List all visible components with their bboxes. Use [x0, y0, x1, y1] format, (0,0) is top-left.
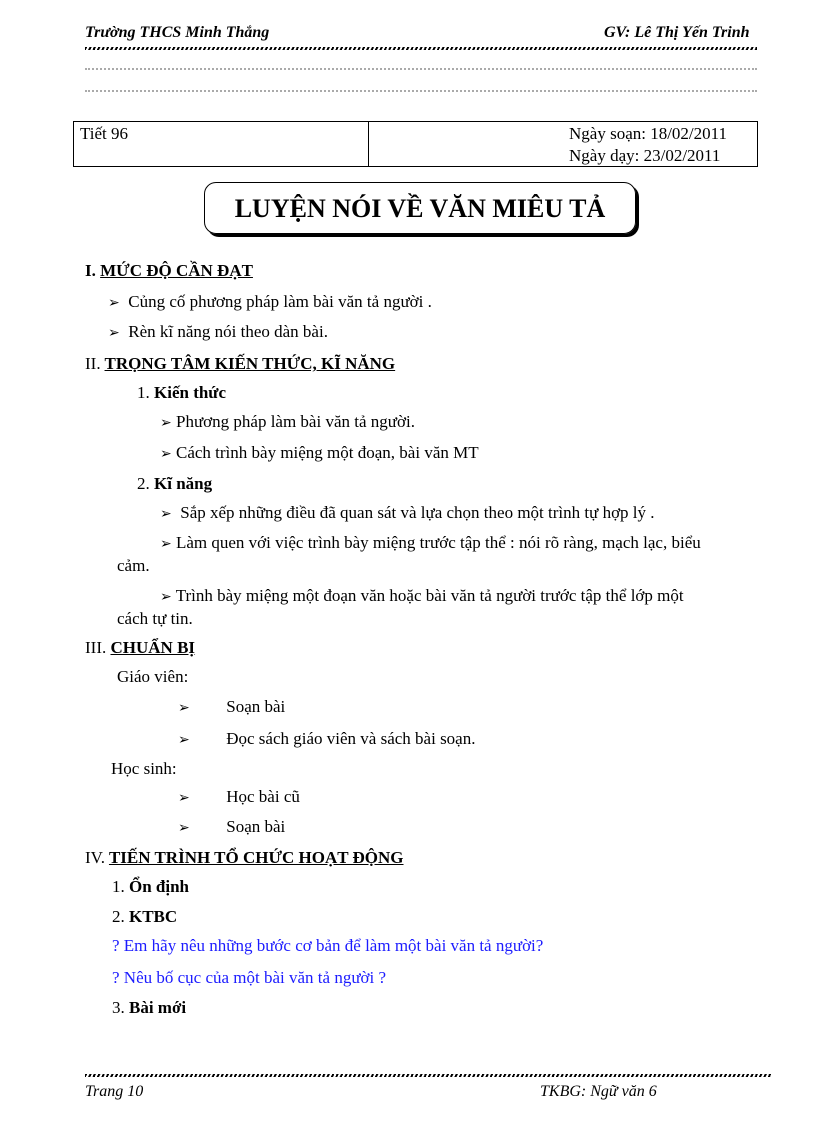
footer-page-number: Trang 10 [85, 1083, 144, 1100]
list-item [160, 412, 415, 433]
arrow-bullet-icon: ➢ [178, 820, 190, 836]
list-item-text: Soạn bài [226, 697, 286, 716]
list-item-text: Phương pháp làm bài văn tả người. [175, 412, 415, 431]
list-item-text: Soạn bài [226, 817, 286, 836]
arrow-bullet-icon: ➢ [160, 506, 172, 522]
arrow-bullet-icon: ➢ [178, 790, 190, 806]
arrow-bullet-icon: ➢ [178, 732, 190, 748]
step-stabilize [112, 877, 189, 897]
section1-title: MỨC ĐỘ CẦN ĐẠT [100, 261, 253, 280]
list-item [178, 697, 285, 718]
question-1: ? Em hãy nêu những bước cơ bản để làm một bài văn tả người? [112, 936, 544, 955]
teach-date: Ngày dạy: 23/02/2011 [569, 146, 721, 165]
section4-heading [85, 848, 404, 868]
step-title: Bài mới [129, 998, 187, 1017]
list-item-text: Đọc sách giáo viên và sách bài soạn. [226, 729, 476, 748]
list-item-text: Học bài cũ [226, 787, 300, 806]
header-school: Trường THCS Minh Thắng [85, 24, 270, 41]
subheading-text: Kĩ năng [154, 474, 213, 493]
arrow-bullet-icon: ➢ [160, 415, 172, 431]
list-item-continued: cách tự tin. [117, 609, 193, 628]
section2-title: TRỌNG TÂM KIẾN THỨC, KĨ NĂNG [104, 354, 396, 373]
student-label: Học sinh: [111, 759, 177, 778]
section3-title: CHUẨN BỊ [110, 638, 196, 657]
footer-subject: TKBG: Ngữ văn 6 [540, 1083, 657, 1100]
list-item [160, 533, 701, 554]
table-divider [368, 122, 369, 166]
list-item-continued: cảm. [117, 556, 150, 575]
list-item-text: Củng cố phương pháp làm bài văn tả người . [128, 292, 432, 311]
list-item-text: Trình bày miệng một đoạn văn hoặc bài văn tả người trước tập thể lớp một [175, 586, 684, 605]
list-item [178, 787, 300, 808]
teacher-label: Giáo viên: [117, 667, 189, 686]
question-2: ? Nêu bố cục của một bài văn tả người ? [112, 968, 387, 987]
header-rule [85, 47, 757, 50]
list-item [160, 503, 655, 524]
step-title: KTBC [129, 907, 178, 926]
list-item [178, 817, 285, 838]
subheading-number: 2. [137, 474, 150, 493]
lesson-info-table [73, 121, 758, 167]
step-number: 3. [112, 998, 125, 1017]
subheading-text: Kiến thức [154, 383, 227, 402]
step-number: 2. [112, 907, 125, 926]
header-teacher: GV: Lê Thị Yến Trinh [604, 24, 750, 41]
section4-number: IV. [85, 848, 105, 867]
list-item [160, 443, 479, 464]
section2-number: II. [85, 354, 101, 373]
section1-number: I. [85, 261, 96, 280]
list-item-text: Sắp xếp những điều đã quan sát và lựa chọn theo một trình tự hợp lý . [180, 503, 655, 522]
footer-rule [85, 1074, 772, 1077]
arrow-bullet-icon: ➢ [160, 589, 172, 605]
list-item [178, 729, 475, 750]
arrow-bullet-icon: ➢ [108, 325, 120, 341]
section2-heading [85, 354, 395, 374]
step-title: Ổn định [129, 877, 190, 896]
list-item-text: Rèn kĩ năng nói theo dàn bài. [128, 322, 328, 341]
section4-title: TIẾN TRÌNH TỔ CHỨC HOẠT ĐỘNG [108, 848, 404, 867]
arrow-bullet-icon: ➢ [160, 446, 172, 462]
list-item [160, 586, 684, 607]
step-number: 1. [112, 877, 125, 896]
step-review [112, 907, 177, 927]
step-new-lesson [112, 998, 186, 1018]
subheading-skills [137, 474, 212, 494]
arrow-bullet-icon: ➢ [178, 700, 190, 716]
subheading-knowledge [137, 383, 226, 403]
section3-heading [85, 638, 195, 658]
list-item-text: Cách trình bày miệng một đoạn, bài văn MT [175, 443, 479, 462]
prep-date: Ngày soạn: 18/02/2011 [569, 124, 728, 143]
header-dotted-line-1 [85, 68, 757, 70]
lesson-title: LUYỆN NÓI VỀ VĂN MIÊU TẢ [204, 182, 636, 234]
header-dotted-line-2 [85, 90, 757, 92]
section3-number: III. [85, 638, 107, 657]
lesson-number: Tiết 96 [80, 124, 129, 143]
list-item [108, 292, 432, 313]
arrow-bullet-icon: ➢ [108, 295, 120, 311]
section1-heading [85, 261, 253, 281]
arrow-bullet-icon: ➢ [160, 536, 172, 552]
list-item-text: Làm quen với việc trình bày miệng trước tập thể : nói rõ ràng, mạch lạc, biểu [175, 533, 701, 552]
subheading-number: 1. [137, 383, 150, 402]
list-item [108, 322, 328, 343]
